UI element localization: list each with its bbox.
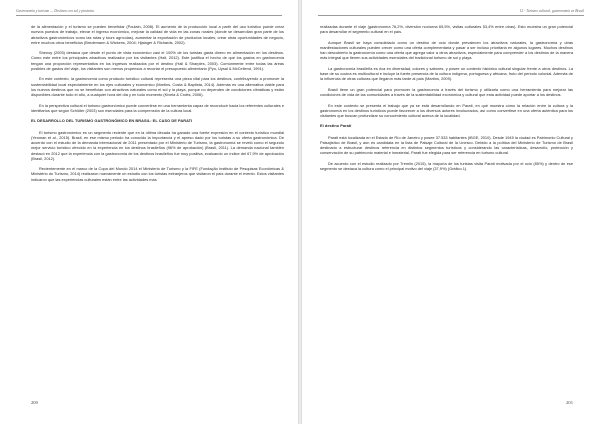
page-body: [320, 24, 573, 394]
paragraph: Recientemente en el marco de la Copa del Mundo 2014 el Ministerio de Turismo y la FIFE (Fundação Instituto de Pesquisas Econômicas & Ministério do Turismo, 2014) realizaron nuevamente un estudio con los turistas extranjeros que visitaron el país durante el evento. Estos visitantes indicaron que las experiencias culturales están entre las actividades más: [31, 166, 284, 182]
page-body: [31, 24, 284, 394]
paragraph: Brasil tiene un gran potencial para promover la gastronomía a través del turismo y utilizarla como una herramienta para mejorar las condiciones de vida de las comunidades a través de la sustentabilidad económica y cultural que esta actividad puede aportar a los destinos.: [320, 86, 573, 98]
paragraph: El turismo gastronómico es un segmento reciente que en la última década ha ganado una fuerte expresión en el contexto turístico mundial (Yeoman et al., 2015). Brasil, en ese mismo periodo ha conocido la importancia y el apreso dado por los turistas a su oferta gastronómica. De acuerdo con el estudio de la demanda internacional de 2011 presentado por el Ministerio de Turismo, la gastronomía se reveló como el segundo mejor servicio turístico ofrecido en la experiencia en los destinos brasileños (96% de aprobación) (Brasil, 2011). La demanda nacional también destacó en 2012 que la experiencia con la gastronomía de los destinos brasileños fue muy positiva, evaluando un índice del 67,9% de aprobación (Brasil, 2012).: [31, 129, 284, 161]
paragraph: La gastronomía brasileña es rica en diversidad, colores y sabores, y posee un contexto histórico cultural singular frente a otros destinos. La base de su cocina es multicultural e incluye la fuerte presencia de la cultura indígena, portuguesa y africana, fruto del periodo colonial. Además de la influencia de otras culturas que llegaron más tarde al país (Martins, 2009).: [320, 65, 573, 82]
right-page: [302, 0, 600, 424]
paragraph: Shenoy (2005) destaca que desde el punto de vista económico casi el 100% de los turistas gasta dinero en alimentación en los destinos. Como este entre los principales atractivos realizador por los visitantes (Hall, 2012). Este justifica el hecho de que los gastos en gastronomía tengan una proporción representativa en los ingresos realizados por el destino (Hall & Sharples, 2003). Comúnmente entre todas las áreas posibles de gastos del viaje, los visitantes son menos propensos a recortar el presupuesto alimentario (Pyo, Uysal & McCellend, 1991).: [31, 50, 284, 71]
running-header: [16, 9, 282, 16]
left-page: [0, 0, 298, 424]
paragraph: Aunque Brasil se haya consolidado como un destino de ocio donde prevalecen los atractivos naturales, la gastronomía y otras manifestaciones culturales pueden crecer como una oferta complementaria y pasar a ser incluso prioritaria en algunos lugares. Muchos destinos han descubierto la gastronomía como una oferta que agrega valor a otros atractivos, especialmente para comprender a los destinos de la manera más integral que tienen sus actividades esenciales del tradicional turismo de sol y playa.: [320, 39, 573, 61]
paragraph: En este contexto, la gastronomía como producto turístico cultural representa una pieza vital para los destinos, contribuyendo a promover la sustentabilidad local especialmente en los ejes culturales y económico (Martins, Costa & Baptista, 2014). Además es una alternativa viable para los nuevos destinos que no se benefician con atractivos naturales como el sol y la playa, porque no dependen de condiciones climáticas y están disponibles durante todo el año, a cualquier hora del día y en todo momento (Kivela & Crotts, 2006).: [31, 76, 284, 98]
paragraph: De acuerdo con el estudio realizado por Tremlin (2015), la mayoría de los turistas visita Parati motivada por el ocio (85%) y dentro de ese segmento se destaca la cultura como el principal motivo del viaje (37,9%) (Gráfico 1).: [320, 160, 573, 172]
paragraph: realizadas durante el viaje (gastronomía 76,2%, diversión nocturna 65,5%, visitas culturales 53,4% entre otras). Esto muestra un gran potencial para desarrollar el segmento cultural en el país.: [320, 24, 573, 35]
running-header: [318, 9, 584, 16]
paragraph: En la perspectiva cultural el turismo gastronómico puede convertirse en una herramienta capaz de reconducir hacia los referentes culturales e identitarios que según Schlüter (2003) son esenciales para la comprensión de la cultura local.: [31, 102, 284, 113]
running-header-chapter: 12 - Turismo cultural, gastronomía en Brasil: [519, 9, 584, 13]
page-number: 201: [566, 400, 573, 405]
section-heading: EL DESARROLLO DEL TURISMO GASTRONÓMICO EN BRASIL: EL CASO DE PARATI: [31, 118, 193, 124]
paragraph: En este contexto se presenta el trabajo que ya se está desarrollando en Parati, en qué muestra cómo la relación entre la cultura y la gastronomía en los destinos turísticos puede favorecer a los diversos actores involucrados, así como convertirse en una oferta auténtica para los visitantes que buscan profundizar su conocimiento cultural acerca de la localidad.: [320, 102, 573, 118]
paragraph: Parati está localizada en el Estado de Río de Janeiro y posee 37.533 habitantes (IBGE, 2010). Desde 1945 la ciudad es Patrimonio Cultural y Paisajístico de Brasil, y aún es candidata en la lista de Paisaje Cultural de la Unesco. Debido a la política del Ministerio de Turismo de Brasil destinado a estructurar destinos referencia en distintos segmentos turísticos y considerando las características, desarrollo, protección y conservación de su patrimonio material e inmaterial, Parati fue elegida para ser referencia en turismo cultural.: [320, 134, 573, 156]
section-heading: El destino Parati: [320, 123, 352, 129]
paragraph: de la alimentación y el turismo se pueden beneficiar (Poulain, 2008). El aumento de la producción local a partir del uso turístico puede crear nuevos puestos de trabajo, elevar el ingreso económico, mejorar la calidad de vida en las zonas rurales (donde se desarrollan gran parte de los atractivos gastronómicos como las rutas y tours agrícolas), aumentar la exportación de productos locales, crear otras oportunidades de negocio, entre muchos otros beneficios (Bredemann & Wickens, 2004; Hjalager & Richards, 2002).: [31, 24, 284, 45]
page-number: 200: [31, 400, 38, 405]
running-header-title: Gastronomía y turismo — Destinos con sal y pimienta: [16, 9, 94, 13]
